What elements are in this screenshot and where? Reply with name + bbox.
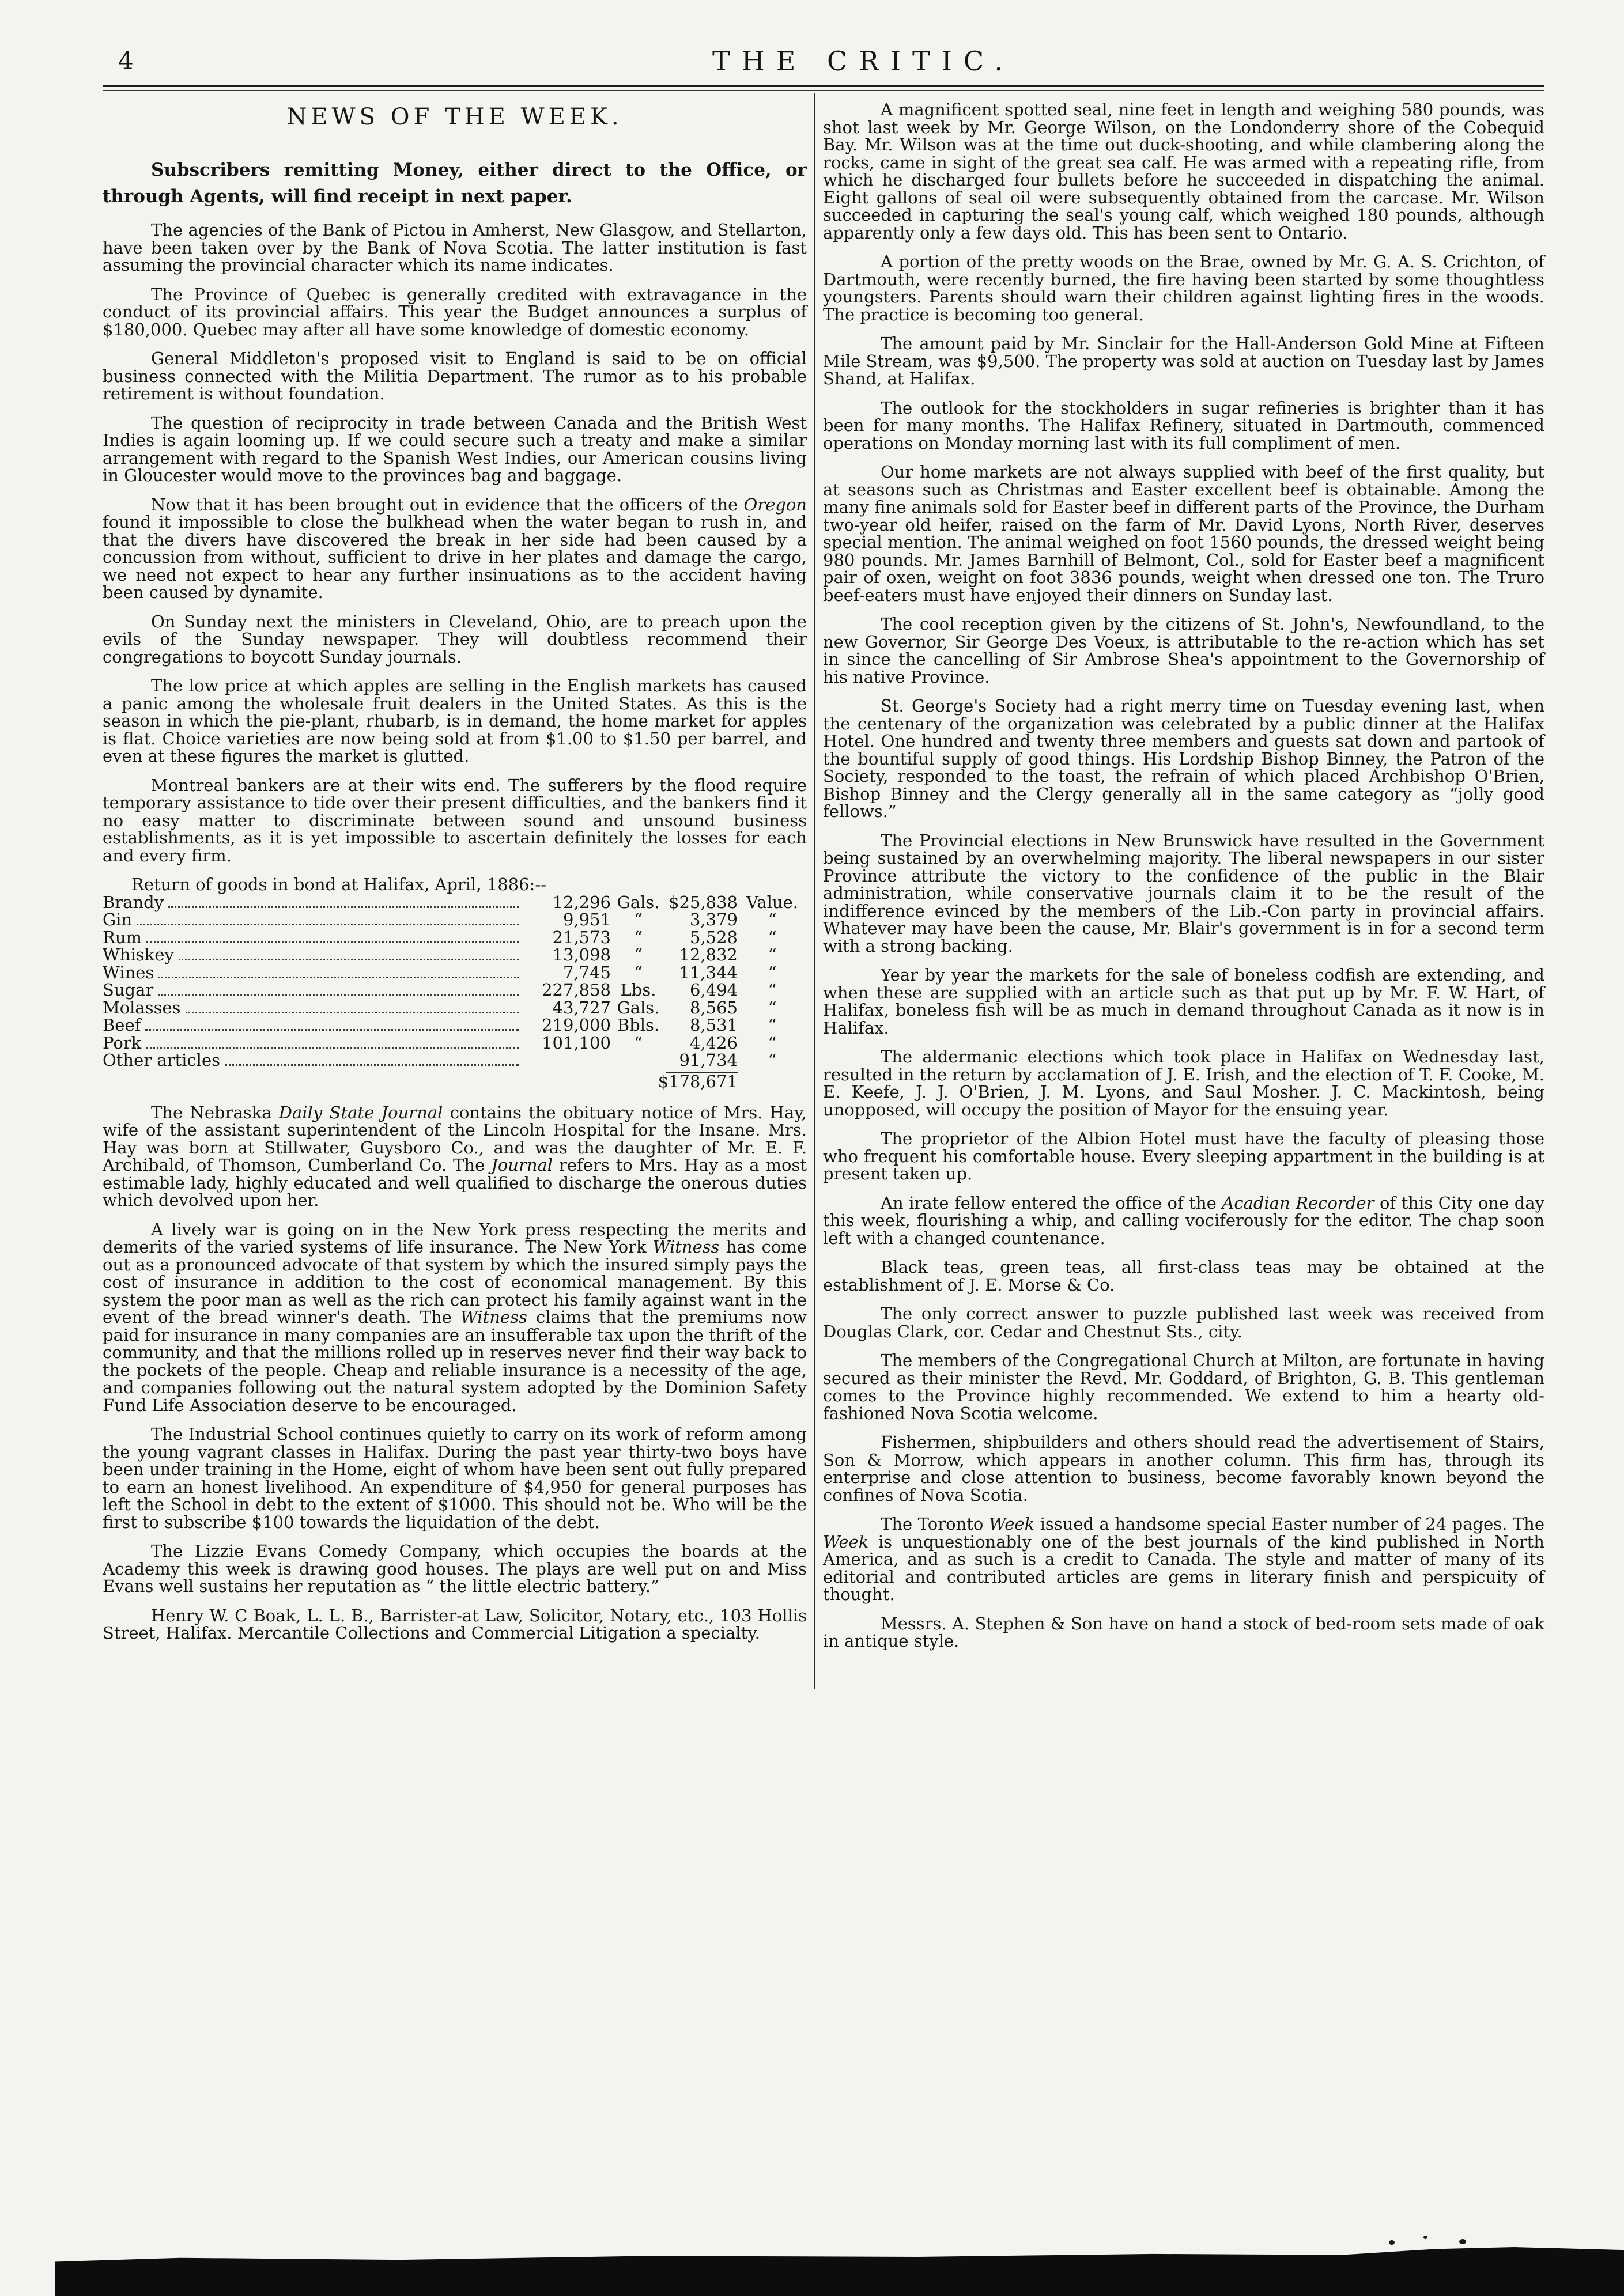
news-item: The Provincial elections in New Brunswick have resulted in the Government being sustained by an overwhelming majority. The liberal newspapers in our sister Province attribute the victory to the confidence of the public in the Blair administration, while conservative journals claim it to be the result of the indifference evinced by the members of the Lib.-Con party in provincial affairs. Whatever may have been the cause, Mr. Blair's government is in for a second term with a strong backing. <box>823 830 1544 956</box>
bond-item-name: Other articles <box>103 1050 220 1070</box>
news-text: has come out as a pronounced advocate of that system by which the insured simply pays the cost of insurance in addition to the cost of economical management. By this system the poor man as well as the rich can protect his family against want in the event of the bread winner's death. The <box>103 1237 807 1327</box>
news-items-right <box>823 101 1544 1650</box>
bond-value: 8,531 <box>689 1015 738 1035</box>
bond-value: 6,494 <box>689 980 738 1000</box>
news-text: found it impossible to close the bulkhead when the water began to rush in, and that the divers have discovered the break in her side had been caused by a concussion from without, sufficient to drive in her plates and damage the cargo, we need not expect to hear any further insinuations as to the accident having been caused by dynamite. <box>103 512 807 602</box>
news-item: The cool reception given by the citizens of St. John's, Newfoundland, to the new Governor, Sir George Des Voeux, is attributable to the re-action which has set in since the cancelling of Sir Ambrose Shea's appointment to the Governorship of his native Province. <box>823 614 1544 687</box>
news-item: The question of reciprocity in trade between Canada and the British West Indies is again looming up. If we could secure such a treaty and make a similar arrangement with regard to the Spanish West Indies, our American cousins living in Gloucester would move to the provinces bag and baggage. <box>103 413 807 485</box>
news-text: is unquestionably one of the best journals of the kind published in North America, and as such is a credit to Canada. The style and matter of many of its editorial and contributed articles are gems in literary finish and perspicuity of thought. <box>823 1531 1544 1604</box>
bond-unit: “ <box>634 1032 643 1053</box>
news-item: Henry W. C Boak, L. L. B., Barrister-at Law, Solicitor, Notary, etc., 103 Hollis Street, Halifax. Mercantile Collections and Commercial Litigation a specialty. <box>103 1605 807 1643</box>
italic-title: Witness <box>460 1307 527 1327</box>
bond-item-name: Molasses <box>103 997 181 1017</box>
masthead-title: THE CRITIC. <box>712 46 1015 77</box>
bond-unit: Lbs. <box>620 980 656 1000</box>
news-item <box>103 496 807 602</box>
news-item: Year by year the markets for the sale of boneless codfish are extending, and when these are supplied with an article such as that put up by Mr. F. W. Hart, of Halifax, boneless fish will be as much in demand throughout Canada as it now is in Halifax. <box>823 965 1544 1038</box>
bond-value: 12,832 <box>679 945 738 964</box>
bond-return-rows <box>103 894 807 1069</box>
news-item <box>823 1515 1544 1603</box>
italic-title: Witness <box>652 1237 720 1257</box>
bond-value-unit: “ <box>768 962 777 982</box>
dot-leader <box>137 924 519 925</box>
bond-item-name: Sugar <box>103 980 154 1000</box>
italic-title: Oregon <box>743 494 807 515</box>
bond-value: 91,734 <box>679 1050 738 1070</box>
news-item: St. George's Society had a right merry time on Tuesday evening last, when the centenary of the organization was celebrated by a public dinner at the Halifax Hotel. One hundred and twenty three members and guests sat down and partook of the bountiful supply of good things. His Lordship Bishop Binney, the Patron of the Society, responded to the toast, the refrain of which placed Archbishop O'Brien, Bishop Binney and the Clergy generally all in the same category as “jolly good fellows.” <box>823 696 1544 821</box>
bond-row <box>103 981 807 999</box>
news-item: The aldermanic elections which took place in Halifax on Wednesday last, resulted in the return by acclamation of J. E. Irish, and the election of T. F. Cooke, M. E. Keefe, J. J. O'Brien, J. M. Lyons, and Saul Mosher. J. C. Mackintosh, being unopposed, will occupy the position of Mayor for the ensuing year. <box>823 1047 1544 1119</box>
news-items-top <box>103 221 807 864</box>
section-heading: NEWS OF THE WEEK. <box>286 104 623 130</box>
bond-item-name: Wines <box>103 962 154 982</box>
bond-item-name: Pork <box>103 1032 142 1053</box>
news-item: Black teas, green teas, all first-class teas may be obtained at the establishment of J. E. Morse & Co. <box>823 1257 1544 1295</box>
bond-unit: “ <box>634 945 643 964</box>
bond-return-table <box>103 876 807 1092</box>
bond-quantity: 101,100 <box>542 1032 611 1053</box>
news-items-bottom <box>103 1104 807 1642</box>
news-text: The Toronto <box>881 1514 989 1534</box>
news-item <box>823 1194 1544 1247</box>
news-item: Messrs. A. Stephen & Son have on hand a stock of bed-room sets made of oak in antique style. <box>823 1613 1544 1651</box>
bond-row <box>103 911 807 929</box>
bond-item-name: Beef <box>103 1015 141 1035</box>
masthead-double-rule <box>103 85 1544 91</box>
bond-value-unit: “ <box>768 1032 777 1053</box>
news-text: claims that the premiums now paid for insurance in many companies are an insufferable tax upon the thrift of the community, and that the millions rolled up in reserves never find their way back to the pockets of the people. Cheap and reliable insurance is a necessity of the age, and companies following out the natural system adopted by the Dominion Safety Fund Life Association deserve to be encouraged. <box>103 1307 807 1415</box>
news-item: The Province of Quebec is generally credited with extravagance in the conduct of its provincial affairs. This year the Budget announces a surplus of $180,000. Quebec may after all have some knowledge of domestic economy. <box>103 284 807 339</box>
bond-value-unit: “ <box>768 1050 777 1070</box>
bond-value: $25,838 <box>669 892 738 912</box>
bond-return-intro: Return of goods in bond at Halifax, April, 1886:-- <box>131 875 546 894</box>
bond-value-unit: “ <box>768 1015 777 1035</box>
news-item: The amount paid by Mr. Sinclair for the Hall-Anderson Gold Mine at Fifteen Mile Stream, was $9,500. The property was sold at auction on Tuesday last by James Shand, at Halifax. <box>823 334 1544 388</box>
bond-value: 11,344 <box>679 962 738 982</box>
bond-row <box>103 964 807 982</box>
bond-value: 4,426 <box>689 1032 738 1053</box>
bond-value: 3,379 <box>689 910 738 929</box>
news-item: Montreal bankers are at their wits end. The sufferers by the flood require temporary assistance to tide over their present difficulties, and the bankers find it no easy matter to discriminate between sound and unsound business establishments, as it is yet impossible to ascertain definitely the losses for each and every firm. <box>103 775 807 865</box>
bond-item-name: Brandy <box>103 892 164 912</box>
bond-quantity: 12,296 <box>552 892 611 912</box>
news-text: of this City one day this week, flourishing a whip, and calling vociferously for the editor. The chap soon left with a changed countenance. <box>823 1193 1544 1248</box>
news-item: A magnificent spotted seal, nine feet in length and weighing 580 pounds, was shot last week by Mr. George Wilson, on the Londonderry shore of the Cobequid Bay. Mr. Wilson was at the time out duck-shooting, and while clambering along the rocks, came in sight of the great sea calf. He was armed with a repeating rifle, from which he discharged four bullets before he succeeded in dispatching the animal. Eight gallons of seal oil were subsequently obtained from the carcase. Mr. Wilson succeeded in capturing the seal's young calf, which weighed 180 pounds, although apparently only a few days old. This has been sent to Ontario. <box>823 100 1544 243</box>
bond-quantity: 227,858 <box>542 980 611 1000</box>
scan-speck <box>1389 2240 1395 2245</box>
page-number: 4 <box>118 47 134 75</box>
dot-leader <box>146 1047 519 1049</box>
bond-unit: “ <box>634 910 643 929</box>
bond-item-name: Gin <box>103 910 133 929</box>
bond-value-unit: “ <box>768 927 777 947</box>
scan-speck <box>1423 2236 1427 2239</box>
news-item: The agencies of the Bank of Pictou in Amherst, New Glasgow, and Stellarton, have been taken over by the Bank of Nova Scotia. The latter institution is fast assuming the provincial character which its name indicates. <box>103 220 807 275</box>
bond-unit: Bbls. <box>617 1015 660 1035</box>
news-item: The proprietor of the Albion Hotel must have the faculty of pleasing those who frequent his comfortable house. Every sleeping appartment in the building is at present taken up. <box>823 1129 1544 1183</box>
bond-quantity: 43,727 <box>552 997 611 1017</box>
bond-total-row <box>103 1073 807 1092</box>
right-column <box>823 101 1544 1650</box>
dot-leader <box>225 1064 519 1066</box>
bond-unit: Gals. <box>617 892 660 912</box>
subscriber-notice: Subscribers remitting Money, either direct to the Office, or through Agents, will find receipt in next paper. <box>103 160 807 207</box>
news-item: The Industrial School continues quietly to carry on its work of reform among the young vagrant classes in Halifax. During the past year thirty-two boys have been under training in the Home, eight of whom have been sent out fully prepared to earn an honest livelihood. An expenditure of $4,950 for general purposes has left the School in debt to the extent of $1000. This should not be. Who will be the first to subscribe $100 towards the liquidation of the debt. <box>103 1424 807 1532</box>
bond-value-unit: “ <box>768 945 777 964</box>
italic-title: Daily State Journal <box>278 1102 443 1122</box>
dot-leader <box>158 977 519 978</box>
bond-unit: Gals. <box>617 997 660 1017</box>
news-item: Our home markets are not always supplied with beef of the first quality, but at seasons such as Christmas and Easter excellent beef is obtainable. Among the many fine animals sold for Easter beef in different parts of the Province, the Durham two-year old heifer, raised on the farm of Mr. David Lyons, North River, deserves special mention. The animal weighed on foot 1560 pounds, the dressed weight being 980 pounds. Mr. James Barnhill of Belmont, Col., sold for Easter beef a magnificent pair of oxen, weight on foot 3836 pounds, weight when dressed one ton. The Truro beef-eaters must have enjoyed their dinners on Sunday last. <box>823 462 1544 605</box>
italic-title: Journal <box>491 1155 553 1175</box>
dot-leader <box>158 994 519 996</box>
news-item: The only correct answer to puzzle published last week was received from Douglas Clark, cor. Cedar and Chestnut Sts., city. <box>823 1304 1544 1341</box>
bond-value-unit: Value. <box>746 892 798 912</box>
dot-leader <box>186 1012 519 1013</box>
bond-value-unit: “ <box>768 910 777 929</box>
news-text: issued a handsome special Easter number of 24 pages. The <box>1034 1514 1544 1534</box>
bond-quantity: 13,098 <box>552 945 611 964</box>
bond-value: 8,565 <box>689 997 738 1017</box>
bond-row <box>103 929 807 947</box>
news-item: A portion of the pretty woods on the Brae, owned by Mr. G. A. S. Crichton, of Dartmouth, were recently burned, the fire having been started by some thoughtless youngsters. Parents should warn their children against lighting fires in the woods. The practice is becoming too general. <box>823 252 1544 324</box>
news-text: A lively war is going on in the New York press respecting the merits and demerits of the varied systems of life insurance. The New York <box>103 1219 807 1257</box>
bond-quantity: 219,000 <box>542 1015 611 1035</box>
bond-quantity: 7,745 <box>562 962 611 982</box>
dot-leader <box>146 941 519 943</box>
news-item: Fishermen, shipbuilders and others should read the advertisement of Stairs, Son & Morrow, which appears in another column. This firm has, through its enterprise and close attention to business, become favorably known beyond the confines of Nova Scotia. <box>823 1432 1544 1505</box>
bond-unit: “ <box>634 927 643 947</box>
news-item: The low price at which apples are selling in the English markets has caused a panic among the wholesale fruit dealers in the United States. As this is the season in which the pie-plant, rhubarb, is in demand, the home market for apples is flat. Choice varieties are now being sold at from $1.00 to $1.50 per barrel, and even at these figures the market is glutted. <box>103 676 807 766</box>
bond-value: 5,528 <box>689 927 738 947</box>
news-item <box>103 1221 807 1414</box>
news-text: contains the obituary notice of Mrs. Hay, wife of the assistant superintendent of the Lincoln Hospital for the Insane. Mrs. Hay was born at Stillwater, Guysboro Co., and was the daughter of Mr. E. F. Archibald, of Thomson, Cumberland Co. The <box>103 1102 807 1175</box>
news-text: Now that it has been brought out in evidence that the officers of the <box>151 494 744 515</box>
dot-leader <box>145 1029 519 1031</box>
bond-row <box>103 946 807 964</box>
left-column <box>103 97 807 1642</box>
dot-leader <box>179 959 519 960</box>
news-item: The members of the Congregational Church at Milton, are fortunate in having secured as their minister the Revd. Mr. Goddard, of Brighton, G. B. This gentleman comes to the Province highly recommended. We extend to him a hearty old-fashioned Nova Scotia welcome. <box>823 1351 1544 1423</box>
column-rule <box>814 93 815 1689</box>
news-item <box>103 1104 807 1209</box>
dot-leader <box>168 906 519 908</box>
news-item: The Lizzie Evans Comedy Company, which occupies the boards at the Academy this week is drawing good houses. The plays are well put on and Miss Evans well sustains her reputation as “ the little electric battery.” <box>103 1541 807 1596</box>
bond-item-name: Whiskey <box>103 945 174 964</box>
bond-unit: “ <box>634 962 643 982</box>
bond-value-unit: “ <box>768 997 777 1017</box>
news-text: The Nebraska <box>151 1102 279 1122</box>
bond-value-unit: “ <box>768 980 777 1000</box>
bond-total-value: $178,671 <box>658 1071 738 1091</box>
bond-item-name: Rum <box>103 927 142 947</box>
news-item: The outlook for the stockholders in sugar refineries is brighter than it has been for many months. The Halifax Refinery, situated in Dartmouth, commenced operations on Monday morning last with its full compliment of men. <box>823 398 1544 453</box>
news-text: refers to Mrs. Hay as a most estimable lady, highly educated and well qualified to discharge the onerous duties which devolved upon her. <box>103 1155 807 1210</box>
scan-edge-shadow <box>55 2247 1624 2296</box>
bond-row <box>103 894 807 911</box>
italic-title: Week <box>823 1531 869 1552</box>
bond-row <box>103 999 807 1017</box>
scan-speck <box>1459 2239 1466 2244</box>
news-item: On Sunday next the ministers in Cleveland, Ohio, are to preach upon the evils of the Sunday newspaper. They will doubtless recommend their congregations to boycott Sunday journals. <box>103 611 807 667</box>
news-text: An irate fellow entered the office of the <box>881 1193 1222 1213</box>
bond-quantity: 9,951 <box>562 910 611 929</box>
italic-title: Acadian Recorder <box>1222 1193 1374 1213</box>
italic-title: Week <box>988 1514 1035 1534</box>
bond-row <box>103 1016 807 1034</box>
bond-row <box>103 1051 807 1069</box>
bond-row <box>103 1034 807 1052</box>
bond-quantity: 21,573 <box>552 927 611 947</box>
news-item: General Middleton's proposed visit to England is said to be on official business connected with the Militia Department. The rumor as to his probable retirement is without foundation. <box>103 349 807 403</box>
